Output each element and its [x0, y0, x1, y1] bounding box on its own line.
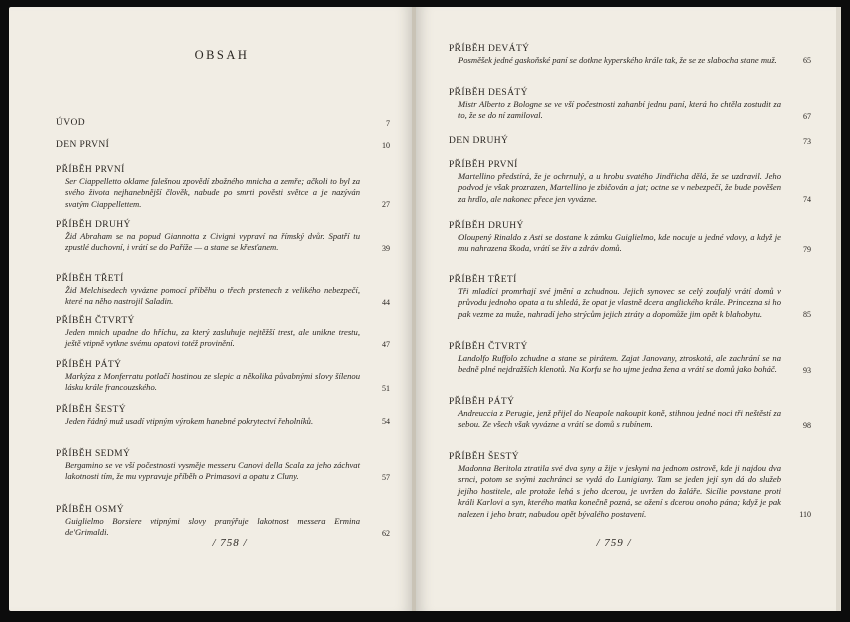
entry-description: Guiglielmo Borsiere vtipnými slovy pranýřuje lakotnost messera Ermina de'Grimaldi.	[65, 516, 360, 538]
entry-page: 44	[382, 297, 390, 307]
entry-title: DEN DRUHÝ	[449, 136, 509, 146]
entry-page: 85	[803, 310, 811, 320]
entry-title: PŘÍBĚH PRVNÍ	[449, 160, 518, 170]
entry-title: DEN PRVNÍ	[56, 140, 110, 150]
toc-entry	[56, 273, 390, 308]
entry-page: 110	[799, 510, 811, 520]
toc-entry	[56, 164, 390, 210]
entry-title: PŘÍBĚH ŠESTÝ	[56, 405, 126, 415]
toc-entry	[449, 341, 811, 376]
entry-title: PŘÍBĚH DRUHÝ	[449, 221, 524, 231]
toc-entry	[449, 396, 811, 431]
toc-entry	[56, 139, 390, 151]
entry-page: 67	[803, 111, 811, 121]
entry-title: PŘÍBĚH ČTVRTÝ	[56, 316, 135, 326]
entry-title: PŘÍBĚH DEVÁTÝ	[449, 44, 530, 54]
entry-description: Andreuccia z Perugie, jenž přijel do Neapole nakoupit koně, stihnou jedné noci tři neštěstí za sebou. Ze všech však vyvázne a vrátí se domů s rubínem.	[458, 408, 781, 430]
entry-page: 51	[382, 383, 390, 393]
entry-title: PŘÍBĚH PÁTÝ	[449, 397, 515, 407]
entry-title: PŘÍBĚH SEDMÝ	[56, 449, 131, 459]
toc-entry	[449, 220, 811, 255]
entry-description: Jeden mnich upadne do hříchu, za který zasluhuje nejtěžší trest, ale unikne trestu, ještě vtipně vytkne svému opatovi totéž provinění.	[65, 327, 360, 349]
page-edge	[836, 7, 841, 611]
entry-page: 57	[382, 472, 390, 482]
entry-page: 98	[803, 420, 811, 430]
toc-entry	[449, 274, 811, 320]
entry-page: 54	[382, 417, 390, 427]
entry-title: PŘÍBĚH DESÁTÝ	[449, 88, 528, 98]
toc-entry	[56, 359, 390, 394]
toc-entry	[56, 448, 390, 483]
contents-heading: OBSAH	[194, 48, 250, 62]
entry-title: ÚVOD	[56, 118, 86, 128]
entry-page: 39	[382, 243, 390, 253]
entry-page: 73	[803, 137, 811, 146]
entry-description: Žid Abraham se na popud Giannotta z Civigni vypraví na římský dvůr. Spatří tu zpustlé duchovní, i vrátí se do Paříže — a stane se křesťanem.	[65, 231, 360, 253]
toc-entry	[56, 219, 390, 254]
entry-description: Oloupený Rinaldo z Asti se dostane k zámku Guiglielmo, kde nocuje u jedné vdovy, a když je mu nahrazena škoda, vrátí se živ a zdráv domů.	[458, 232, 781, 254]
entry-title: PŘÍBĚH PÁTÝ	[56, 360, 122, 370]
entry-description: Žid Melchisedech vyvázne pomocí příběhu o třech prstenech z velikého nebezpečí, které na něho nastrojil Saladin.	[65, 285, 360, 307]
entry-description: Madonna Beritola ztratila své dva syny a žije v jeskyni na jednom ostrově, kde ji najdou dva srnci, potom se svými zachránci se vydá do Lunigiany. Tam se jeden její syn dá do služeb jejího hostitele, ale protože lehá s jeho dcerou, je uvržen do žaláře. Sicílie povstane proti králi Karlovi a syn, kterého matka konečně pozná, se ožení s dcerou onoho pána; když je pak nalezen i jeho bratr, nabudou opět bývalého postavení.	[458, 463, 781, 519]
entry-description: Jeden řádný muž usadí vtipným výrokem hanebné pokrytectví řeholníků.	[65, 416, 314, 426]
entry-title: PŘÍBĚH TŘETÍ	[449, 275, 517, 285]
entry-description: Mistr Alberto z Bologne se ve vší počestnosti zahanbí jednu paní, která ho chtěla zostudit za to, že se do ní zamiloval.	[458, 99, 781, 121]
entry-description: Martellino předstírá, že je ochrnulý, a u hrobu svatého Jindřicha dělá, že se uzdravil. Jeho podvod je však prozrazen, Martellino je zbičován a jat; octne se v nebezpečí, že bude pověšen za hrdlo, ale nakonec přece jen vyvázne.	[458, 171, 781, 204]
toc-entry	[56, 117, 390, 129]
toc-entry	[56, 504, 390, 539]
entry-description: Bergamino se ve vší počestnosti vysměje messeru Canovi della Scala za jeho záchvat lakotnosti tím, že mu vypravuje příběh o Primasovi a opatu z Cluny.	[65, 460, 360, 482]
right-page	[416, 7, 836, 611]
entry-title: PŘÍBĚH OSMÝ	[56, 505, 125, 515]
entry-page: 10	[382, 141, 390, 150]
toc-entry	[449, 43, 811, 66]
entry-description: Markýza z Monferratu potlačí hostinou ze slepic a několika půvabnými slovy šílenou lásku krále francouzského.	[65, 371, 360, 393]
toc-entry	[449, 159, 811, 205]
entry-description: Tři mladíci promrhají své jmění a zchudnou. Jejich synovec se celý zoufalý vrátí domů v průvodu jednoho opata a tu shledá, že opat je vlastně dcera anglického krále. Princezna si ho pak vezme za muže, nahradí jeho strýcům jejich ztráty a dopomůže jim opět k blahobytu.	[458, 286, 781, 319]
entry-description: Landolfo Ruffolo zchudne a stane se pirátem. Zajat Janovany, ztroskotá, ale zachrání se na bedně plné nejdražších klenotů. Na Korfu se ho ujme jedna žena a vrátí se domů jako boháč.	[458, 353, 781, 375]
entry-title: PŘÍBĚH ČTVRTÝ	[449, 342, 528, 352]
entry-page: 79	[803, 244, 811, 254]
entry-page: 47	[382, 339, 390, 349]
entry-title: PŘÍBĚH ŠESTÝ	[449, 452, 519, 462]
left-page	[9, 7, 413, 611]
entry-page: 62	[382, 528, 390, 538]
entry-page: 7	[386, 119, 390, 128]
toc-entry	[56, 315, 390, 350]
entry-title: PŘÍBĚH PRVNÍ	[56, 165, 125, 175]
entry-description: Ser Ciappelletto oklame falešnou zpovědí zbožného mnicha a zemře; ačkoli to byl za svého života nejhanebnější člověk, nabude po smrti pověsti světce a je nazýván svatým Ciappellettem.	[65, 176, 360, 209]
page-number: / 759 /	[596, 537, 632, 549]
entry-title: PŘÍBĚH DRUHÝ	[56, 220, 131, 230]
entry-description: Posměšek jedné gaskoňské paní se dotkne kyperského krále tak, že se ze slabocha stane muž.	[458, 55, 777, 65]
entry-page: 65	[803, 56, 811, 66]
toc-entry	[449, 451, 811, 520]
entry-page: 27	[382, 200, 390, 210]
toc-entry	[56, 404, 390, 427]
entry-title: PŘÍBĚH TŘETÍ	[56, 274, 124, 284]
page-number: / 758 /	[212, 537, 248, 549]
entry-page: 93	[803, 365, 811, 375]
entry-page: 74	[803, 195, 811, 205]
toc-entry	[449, 135, 811, 147]
toc-entry	[449, 87, 811, 122]
